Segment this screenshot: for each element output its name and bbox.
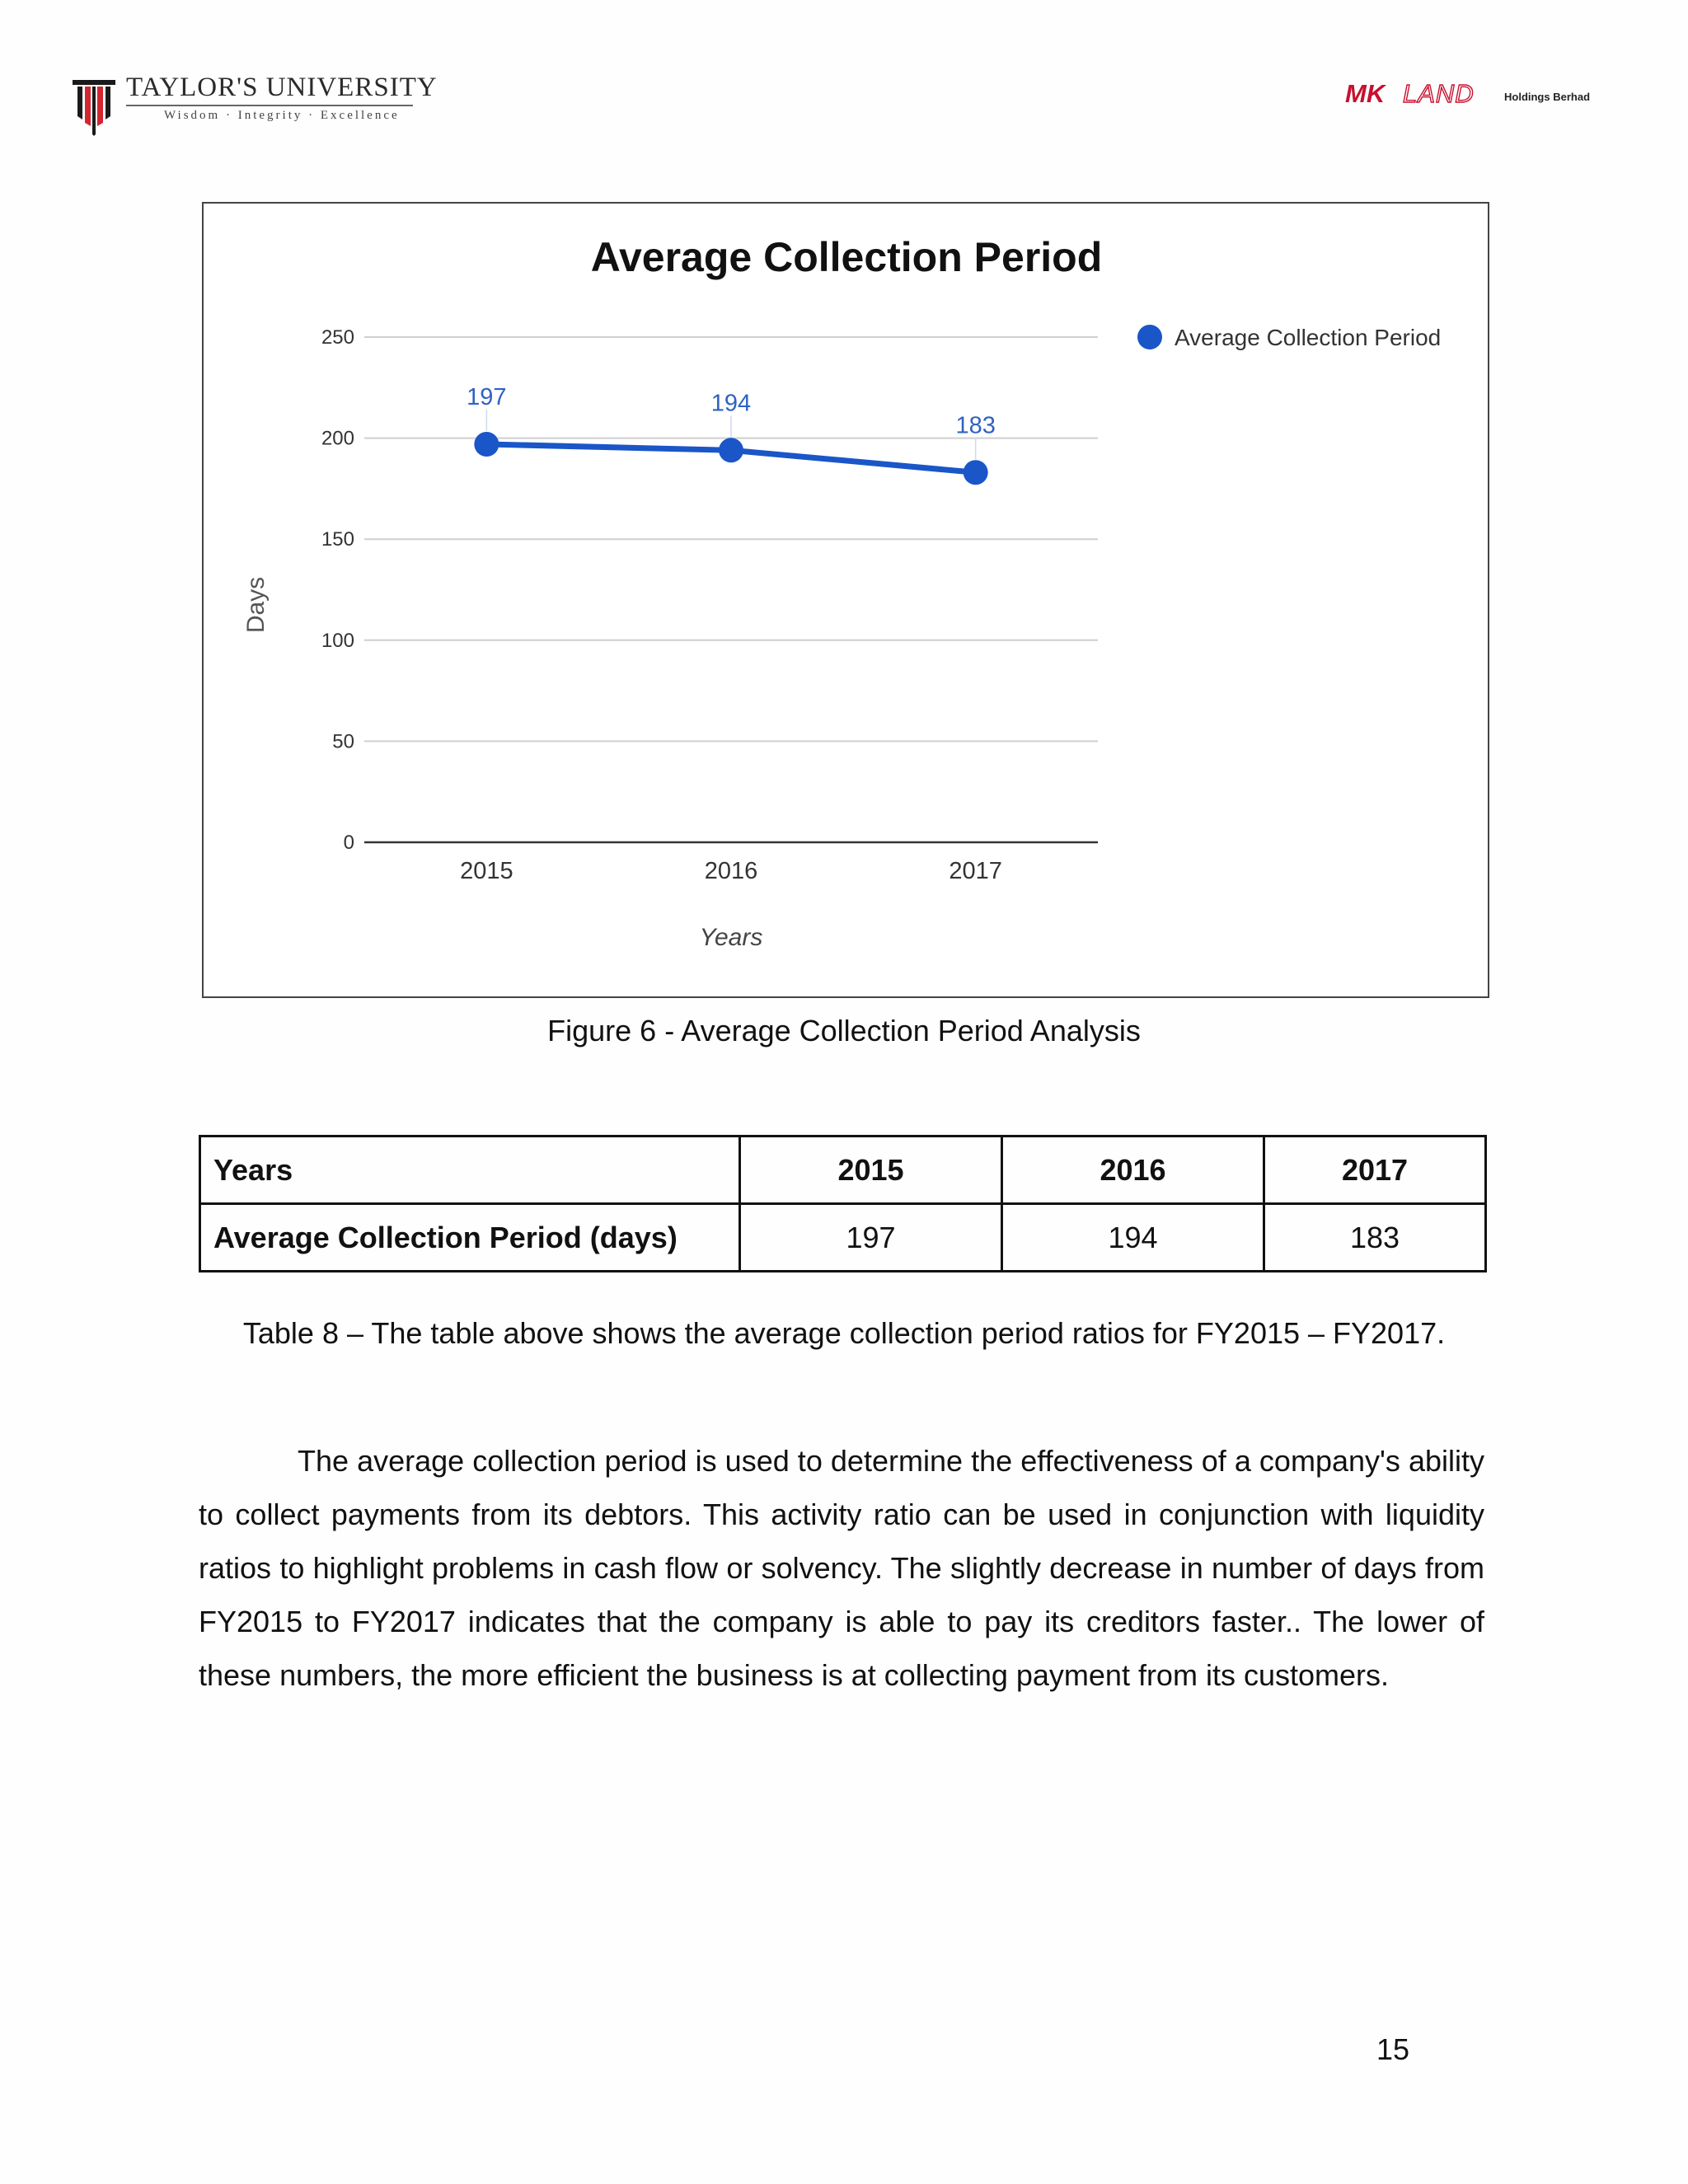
table-caption: Table 8 – The table above shows the average collection period ratios for FY2015 – FY2017.	[242, 1316, 1446, 1350]
table-year-2017: 2017	[1264, 1137, 1486, 1204]
university-motto: Wisdom · Integrity · Excellence	[164, 109, 400, 122]
figure-caption: Figure 6 - Average Collection Period Analysis	[547, 1014, 1141, 1047]
body-paragraph: The average collection period is used to determine the effectiveness of a company's ability to collect payments from its debtors. This activity ratio can be used in conjunction with liquidity ratios to highlight problems in cash flow or solvency. The slightly decrease in number of days from FY2015 to FY2017 indicates that the company is able to pay its creditors faster.. The lower of these numbers, the more efficient the business is at collecting payment from its customers.	[199, 1444, 1484, 1692]
mk-logo-land: LAND	[1403, 79, 1475, 108]
data-label: 183	[955, 412, 996, 439]
x-tick-label: 2016	[704, 858, 758, 884]
mk-logo-suffix: Holdings Berhad	[1504, 91, 1591, 103]
chart-canvas	[204, 204, 1491, 1000]
table-row-label: Average Collection Period (days)	[200, 1204, 740, 1272]
table-year-2015: 2015	[740, 1137, 1002, 1204]
page-header	[0, 0, 1688, 148]
average-collection-period-chart	[202, 202, 1489, 998]
table-value-2015: 197	[740, 1204, 1002, 1272]
data-point	[474, 432, 499, 457]
chart-title: Average Collection Period	[590, 234, 1103, 280]
y-tick-label: 150	[321, 528, 354, 551]
table-header-label: Years	[200, 1137, 740, 1204]
x-axis-title: Years	[699, 924, 763, 951]
university-name: TAYLOR'S UNIVERSITY	[126, 73, 438, 102]
mk-land-logo	[1345, 79, 1617, 112]
x-tick-label: 2017	[949, 858, 1002, 884]
page-number: 15	[1376, 2032, 1410, 2066]
x-tick-label: 2015	[460, 858, 513, 884]
y-tick-label: 250	[321, 326, 354, 349]
table-value-2017: 183	[1264, 1204, 1486, 1272]
university-emblem-icon	[71, 75, 117, 136]
y-axis-title: Days	[242, 576, 270, 634]
data-point	[964, 460, 988, 485]
taylors-university-logo	[71, 73, 438, 138]
y-tick-label: 0	[343, 832, 354, 854]
table-row	[200, 1204, 1486, 1272]
mk-logo-mk: MK	[1345, 79, 1386, 108]
collection-period-table	[199, 1135, 1487, 1272]
y-tick-label: 50	[332, 730, 354, 753]
table-year-2016: 2016	[1002, 1137, 1264, 1204]
table-value-2016: 194	[1002, 1204, 1264, 1272]
y-tick-label: 200	[321, 427, 354, 450]
legend-label: Average Collection Period	[1175, 325, 1442, 350]
table-header-row	[200, 1137, 1486, 1204]
legend-marker	[1137, 325, 1162, 349]
data-point	[719, 438, 743, 462]
data-label: 194	[710, 390, 752, 417]
data-label: 197	[467, 383, 507, 410]
logo-divider	[126, 105, 413, 106]
y-tick-label: 100	[321, 629, 354, 652]
